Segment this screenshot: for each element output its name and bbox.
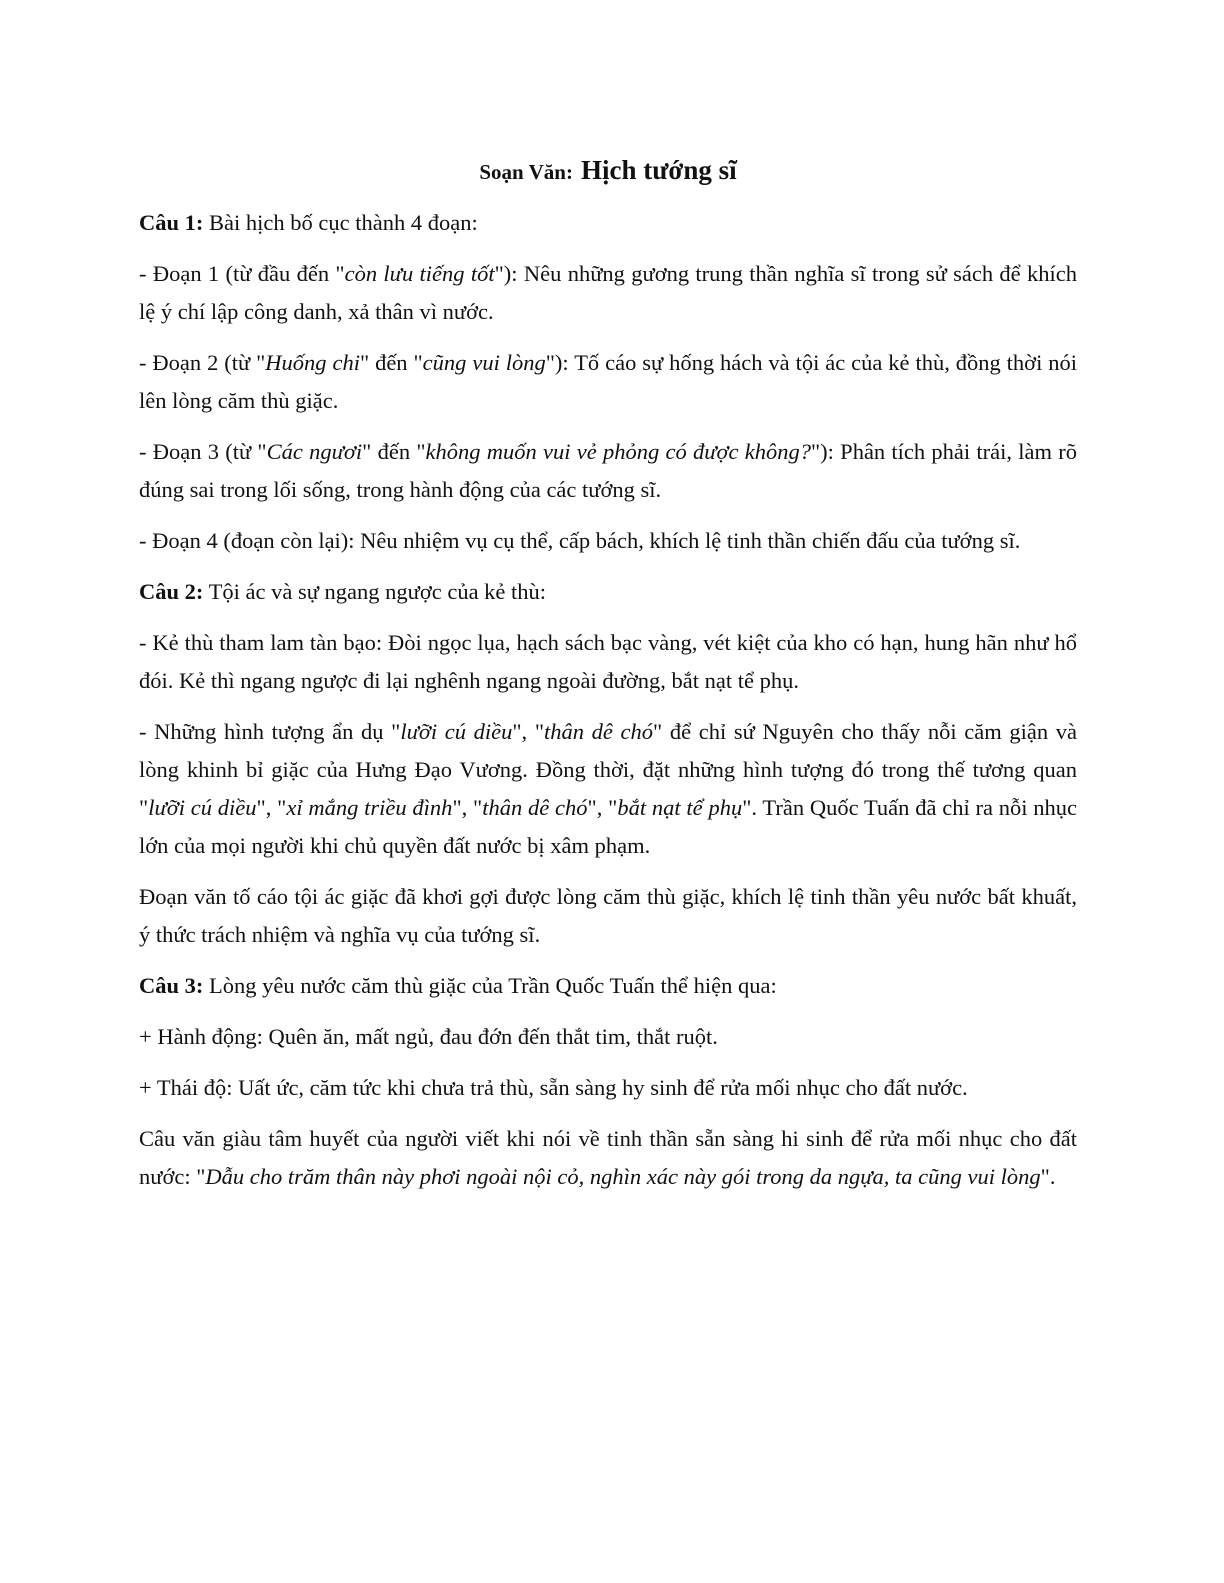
- section-3-paragraph: [139, 433, 1077, 509]
- quote-run: thân dê chó: [482, 795, 588, 820]
- section-4-paragraph: - Đoạn 4 (đoạn còn lại): Nêu nhiệm vụ cụ thể, cấp bách, khích lệ tinh thần chiến đấu của tướng sĩ.: [139, 528, 1021, 553]
- summary-paragraph: Đoạn văn tố cáo tội ác giặc đã khơi gợi được lòng căm thù giặc, khích lệ tinh thần yêu nước bất khuất, ý thức trách nhiệm và nghĩa vụ của tướng sĩ.: [139, 884, 1077, 947]
- question-1-heading: [139, 204, 1077, 242]
- section-2-paragraph: [139, 344, 1077, 420]
- text-run: " đến ": [362, 439, 426, 464]
- quote-run: thân dê chó: [544, 719, 654, 744]
- section-1-paragraph: [139, 255, 1077, 331]
- text-run: ", ": [452, 795, 483, 820]
- quote-run: Huống chi: [265, 350, 360, 375]
- quote-run: bắt nạt tể phụ: [617, 795, 743, 820]
- quote-run: Dẫu cho trăm thân này phơi ngoài nội cỏ, nghìn xác này gói trong da ngựa, ta cũng vui lòng: [205, 1164, 1041, 1189]
- enemy-greed-paragraph: - Kẻ thù tham lam tàn bạo: Đòi ngọc lụa, hạch sách bạc vàng, vét kiệt của kho có hạn, hung hãn như hổ đói. Kẻ thì ngang ngược đi lại nghênh ngang ngoài đường, bắt nạt tể phụ.: [139, 630, 1077, 693]
- metaphor-paragraph: [139, 713, 1077, 865]
- text-run: ", ": [587, 795, 618, 820]
- text-run: ", ": [512, 719, 545, 744]
- action-paragraph: + Hành động: Quên ăn, mất ngủ, đau đớn đến thắt tim, thắt ruột.: [139, 1024, 718, 1049]
- text-run: - Đoạn 3 (từ ": [139, 439, 267, 464]
- question-2-heading: [139, 573, 1077, 611]
- text-run: " để chỉ sứ Nguyên cho thấy nỗi căm giận và lòng khinh bỉ giặc của Hưng Đạo Vương. Đồng thời, đặt những hình tượng đó trong thế tương quan ": [139, 719, 1077, 820]
- question-3-label: Câu 3:: [139, 973, 204, 998]
- text-run: - Đoạn 1 (từ đầu đến ": [139, 261, 345, 286]
- text-run: ".: [1040, 1164, 1056, 1189]
- text-run: ". Trần Quốc Tuấn đã chỉ ra nỗi nhục lớn của mọi người khi chủ quyền đất nước bị xâm phạm.: [139, 795, 1078, 858]
- question-2-text: Tội ác và sự ngang ngược của kẻ thù:: [203, 579, 547, 604]
- text-run: "): Nêu những gương trung thần nghĩa sĩ trong sử sách để khích lệ ý chí lập công danh, xả thân vì nước.: [139, 261, 1077, 324]
- page-title: [139, 148, 1077, 192]
- quote-paragraph: [139, 1120, 1077, 1196]
- attitude-paragraph: + Thái độ: Uất ức, căm tức khi chưa trả thù, sẵn sàng hy sinh để rửa mối nhục cho đất nước.: [139, 1075, 968, 1100]
- text-run: Câu văn giàu tâm huyết của người viết khi nói về tinh thần sẵn sàng hi sinh để rửa mối nhục cho đất nước: ": [139, 1126, 1077, 1189]
- question-3-text: Lòng yêu nước căm thù giặc của Trần Quốc Tuấn thể hiện qua:: [203, 973, 777, 998]
- text-run: "): Phân tích phải trái, làm rõ đúng sai trong lối sống, trong hành động của các tướng sĩ.: [139, 439, 1078, 502]
- title-main: Hịch tướng sĩ: [580, 155, 737, 185]
- question-1-text: Bài hịch bố cục thành 4 đoạn:: [203, 210, 478, 235]
- question-1-label: Câu 1:: [139, 210, 204, 235]
- text-run: "): Tố cáo sự hống hách và tội ác của kẻ thù, đồng thời nói lên lòng căm thù giặc.: [139, 350, 1078, 413]
- text-run: - Những hình tượng ẩn dụ ": [139, 719, 401, 744]
- text-run: ", ": [256, 795, 287, 820]
- question-2-label: Câu 2:: [139, 579, 204, 604]
- quote-run: còn lưu tiếng tốt: [344, 261, 495, 286]
- quote-run: cũng vui lòng: [422, 350, 546, 375]
- quote-run: lưỡi cú diều: [400, 719, 513, 744]
- quote-run: xỉ mắng triều đình: [286, 795, 453, 820]
- text-run: " đến ": [359, 350, 423, 375]
- quote-run: không muốn vui vẻ phỏng có được không?: [425, 439, 811, 464]
- question-3-heading: [139, 967, 1077, 1005]
- quote-run: Các ngươi: [266, 439, 363, 464]
- title-prefix: Soạn Văn:: [479, 160, 573, 184]
- document-page: [139, 148, 1077, 1209]
- quote-run: lưỡi cú diều: [148, 795, 257, 820]
- text-run: - Đoạn 2 (từ ": [139, 350, 266, 375]
